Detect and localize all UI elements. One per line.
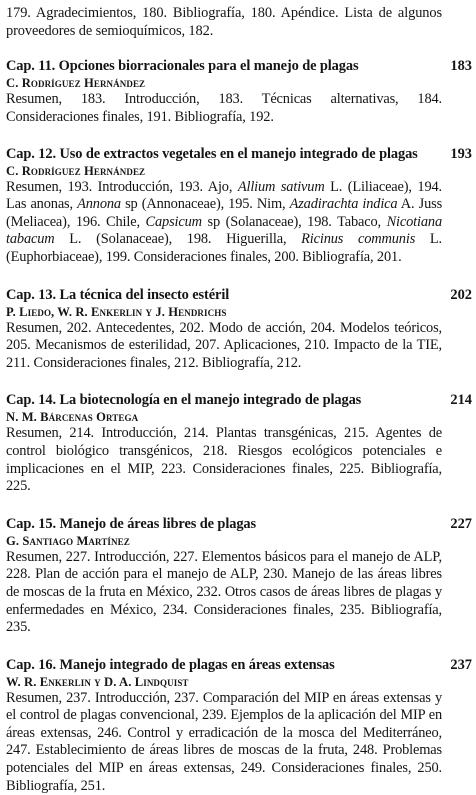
chapter-page-number: 202 [450,286,472,303]
chapter-authors: P. Liedo, W. R. Enkerlin y J. Hendrichs [6,304,227,319]
chapter-authors: W. R. Enkerlin y D. A. Lindquist [6,674,189,689]
chapter-14 [6,391,472,495]
chapter-page-number: 227 [450,515,472,532]
chapter-title: Cap. 11. Opciones biorracionales para el manejo de plagas [6,58,359,75]
chapter-authors: C. Rodríguez Hernández [6,76,146,91]
chapter-11 [6,57,472,126]
chapter-contents: Resumen, 214. Introducción, 214. Plantas transgénicas, 215. Agentes de control biológico transgénicos, 218. Riesgos ecológicos potenciales e implicaciones en el MIP, 223. Consideraciones finales, 225. Bibliografía, 225. [6,425,442,495]
intro-text: 179. Agradecimientos, 180. Bibliografía, 180. Apéndice. Lista de algunos proveedores de semioquímicos, 182. [6,5,442,40]
chapter-13 [6,286,472,373]
chapter-authors: N. M. Bárcenas Ortega [6,410,139,425]
chapter-page-number: 193 [450,145,472,162]
chapter-page-number: 237 [450,656,472,673]
chapter-16 [6,656,472,795]
toc-page [6,4,472,795]
chapter-title: Cap. 12. Uso de extractos vegetales en el manejo integrado de plagas [6,145,418,162]
chapter-title: Cap. 16. Manejo integrado de plagas en áreas extensas [6,656,335,673]
chapter-contents: Resumen, 183. Introducción, 183. Técnicas alternativas, 184. Consideraciones finales, 191. Bibliografía, 192. [6,91,442,125]
chapter-contents: Resumen, 237. Introducción, 237. Comparación del MIP en áreas extensas y el control de plagas convencional, 239. Ejemplos de la aplicación del MIP en áreas extensas, 246. Control y erradicación de la mosca del Mediterráneo, 247. Establecimiento de áreas libres de moscas de la fruta, 248. Problemas potenciales del MIP en áreas extensas, 249. Consideraciones finales, 250. Bibliografía, 251. [6,689,442,794]
chapter-title: Cap. 13. La técnica del insecto estéril [6,286,230,303]
chapter-title: Cap. 15. Manejo de áreas libres de plagas [6,515,257,532]
chapter-contents: Resumen, 202. Antecedentes, 202. Modo de acción, 204. Modelos teóricos, 205. Mecanismos de esterilidad, 207. Aplicaciones, 210. Impacto de la TIE, 211. Consideraciones finales, 212. Bibliografía, 212. [6,319,442,371]
chapter-contents: Resumen, 193. Introducción, 193. Ajo, Allium sativum L. (Liliaceae), 194. Las anonas, Annona sp (Annonaceae), 195. Nim, Azadirachta indica A. Juss (Meliacea), 196. Chile, Capsicum sp (Solanaceae), 198. Tabaco, Nicotiana tabacum L. (Solanaceae), 198. Higuerilla, Ricinus communis L. (Euphorbiaceae), 199. Consideraciones finales, 200. Bibliografía, 201. [6,178,443,265]
chapter-page-number: 183 [450,58,472,75]
chapter-contents: Resumen, 227. Introducción, 227. Elementos básicos para el manejo de ALP, 228. Plan de acción para el manejo de ALP, 230. Manejo de las áreas libres de moscas de la fruta en México, 232. Otros casos de áreas libres de plagas y enfermedades en México, 234. Consideraciones finales, 235. Bibliografía, 235. [6,548,442,636]
chapter-authors: G. Santiago Martínez [6,533,130,548]
chapter-15 [6,515,472,637]
chapter-title: Cap. 14. La biotecnología en el manejo integrado de plagas [6,392,362,409]
chapter-12 [6,145,472,267]
chapter-page-number: 214 [450,392,472,409]
chapter-authors: C. Rodríguez Hernández [6,163,146,178]
